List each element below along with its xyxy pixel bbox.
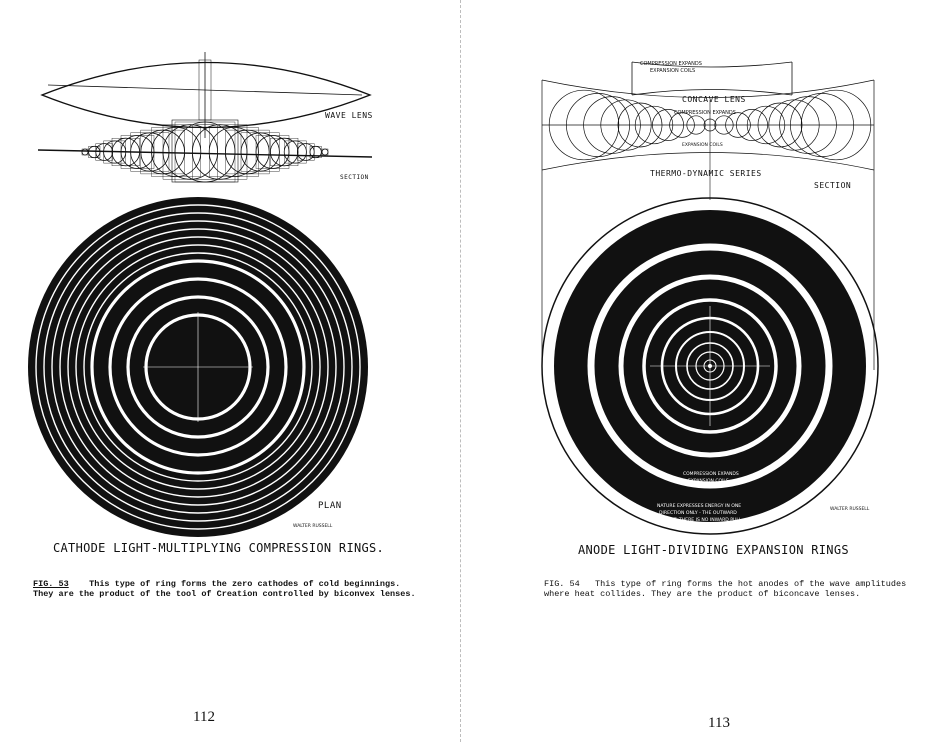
wave-lens-shape — [42, 52, 370, 138]
section-label-left: SECTION — [340, 174, 369, 181]
section-label-right: SECTION — [814, 181, 852, 190]
caption-54-line2: where heat collides. They are the product of biconcave lenses. — [544, 589, 861, 599]
plan-label: PLAN — [318, 501, 342, 511]
left-page — [0, 0, 462, 742]
section-ring-left — [89, 146, 100, 157]
page-number-right: 113 — [708, 715, 730, 731]
fig-53-label: FIG. 53 — [33, 579, 69, 589]
thermo-dynamic-label: THERMO-DYNAMIC SERIES — [650, 169, 762, 178]
caption-54-line1: This type of ring forms the hot anodes of the wave amplitudes — [595, 579, 907, 589]
fig-54-label: FIG. 54 — [544, 579, 580, 589]
top-note-2: EXPANSION COILS — [650, 68, 696, 74]
signature-right: WALTER RUSSELL — [830, 507, 870, 512]
figure-53-title: CATHODE LIGHT-MULTIPLYING COMPRESSION RINGS. — [53, 541, 385, 555]
figure-54-diagram — [462, 0, 931, 742]
compression-expands-label: COMPRESSION EXPANDS — [674, 110, 736, 116]
book-gutter — [460, 0, 461, 742]
section-rings-left — [38, 120, 372, 182]
compression-rings-plan — [28, 197, 368, 537]
figure-53-diagram — [0, 0, 462, 742]
page-number-left: 112 — [193, 709, 215, 725]
figure-54-title: ANODE LIGHT-DIVIDING EXPANSION RINGS — [578, 543, 849, 557]
concave-lens-label: CONCAVE LENS — [682, 95, 746, 104]
nature-line-3: THRUST. THERE IS NO INWARD PULL — [658, 518, 742, 523]
expansion-coils-label: EXPANSION COILS — [682, 143, 723, 148]
right-page — [462, 0, 931, 742]
nature-line-2: DIRECTION ONLY - THE OUTWARD — [659, 511, 737, 516]
signature-left: WALTER RUSSELL — [293, 524, 333, 529]
section-ring-left — [322, 149, 328, 155]
wave-lens-label: WAVE LENS — [325, 111, 373, 120]
inner-note-1: COMPRESSION EXPANDS — [683, 472, 739, 477]
inner-note-2: EXPANSION COILS — [688, 479, 729, 484]
section-rings-right — [542, 80, 874, 170]
caption-53-line1: This type of ring forms the zero cathodes of cold beginnings. — [89, 579, 401, 589]
figure-54-caption — [544, 579, 906, 599]
top-note-1: COMPRESSION EXPANDS — [640, 61, 702, 67]
nature-line-1: NATURE EXPRESSES ENERGY IN ONE — [657, 504, 742, 509]
figure-53-caption — [33, 579, 416, 599]
caption-53-line2: They are the product of the tool of Creation controlled by biconvex lenses. — [33, 589, 416, 599]
section-ring-left — [82, 149, 88, 155]
